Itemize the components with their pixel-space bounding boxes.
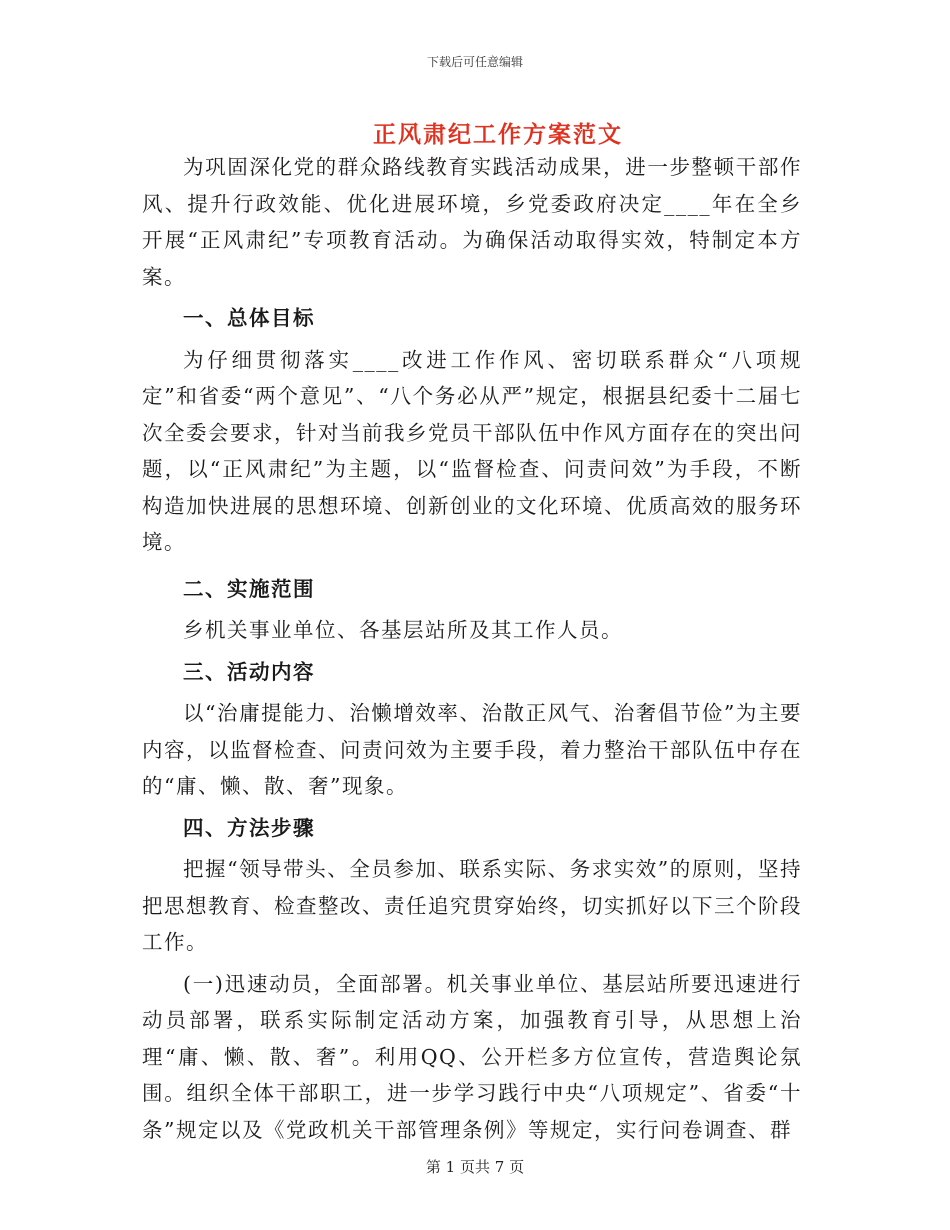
section-heading-scope: 二、实施范围 [183,576,315,601]
step-item-1: (一)迅速动员，全面部署。机关事业单位、基层站所要迅速进行动员部署，联系实际制定活动方案，加强教育引导，从思想上治理“庸、懒、散、奢”。利用QQ、公开栏多方位宣传，营造舆论氛围。组织全体干部职工，进一步学习践行中央“八项规定”、省委“十条”规定以及《党政机关干部管理条例》等规定，实行问卷调查、群 [142,971,802,1142]
header-note: 下载后可任意编辑 [426,55,523,69]
page-footer: 第 1 页共 7 页 [425,1158,525,1176]
section-heading-goals: 一、总体目标 [183,306,315,330]
section-heading-content: 三、活动内容 [183,659,315,684]
section-heading-steps: 四、方法步骤 [183,815,315,840]
document-title: 正风肃纪工作方案范文 [373,121,623,148]
document-body [142,149,802,1148]
section-text-scope: 乡机关事业单位、各基层站所及其工作人员。 [183,618,623,642]
section-text-steps: 把握“领导带头、全员参加、联系实际、务求实效”的原则，坚持把思想教育、检查整改、责任追究贯穿始终，切实抓好以下三个阶段工作。 [142,857,802,954]
section-text-goals: 为仔细贯彻落实____改进工作作风、密切联系群众“八项规定”和省委“两个意见”、“八个务必从严”规定，根据县纪委十二届七次全委会要求，针对当前我乡党员干部队伍中作风方面存在的突出问题，以“正风肃纪”为主题，以“监督检查、问责问效”为手段，不断构造加快进展的思想环境、创新创业的文化环境、优质高效的服务环境。 [142,347,802,554]
section-text-content: 以“治庸提能力、治懒增效率、治散正风气、治奢倡节俭”为主要内容，以监督检查、问责问效为主要手段，着力整治干部队伍中存在的“庸、懒、散、奢”现象。 [142,701,802,798]
intro-paragraph: 为巩固深化党的群众路线教育实践活动成果，进一步整顿干部作风、提升行政效能、优化进展环境，乡党委政府决定____年在全乡开展“正风肃纪”专项教育活动。为确保活动取得实效，特制定本方案。 [142,155,802,289]
